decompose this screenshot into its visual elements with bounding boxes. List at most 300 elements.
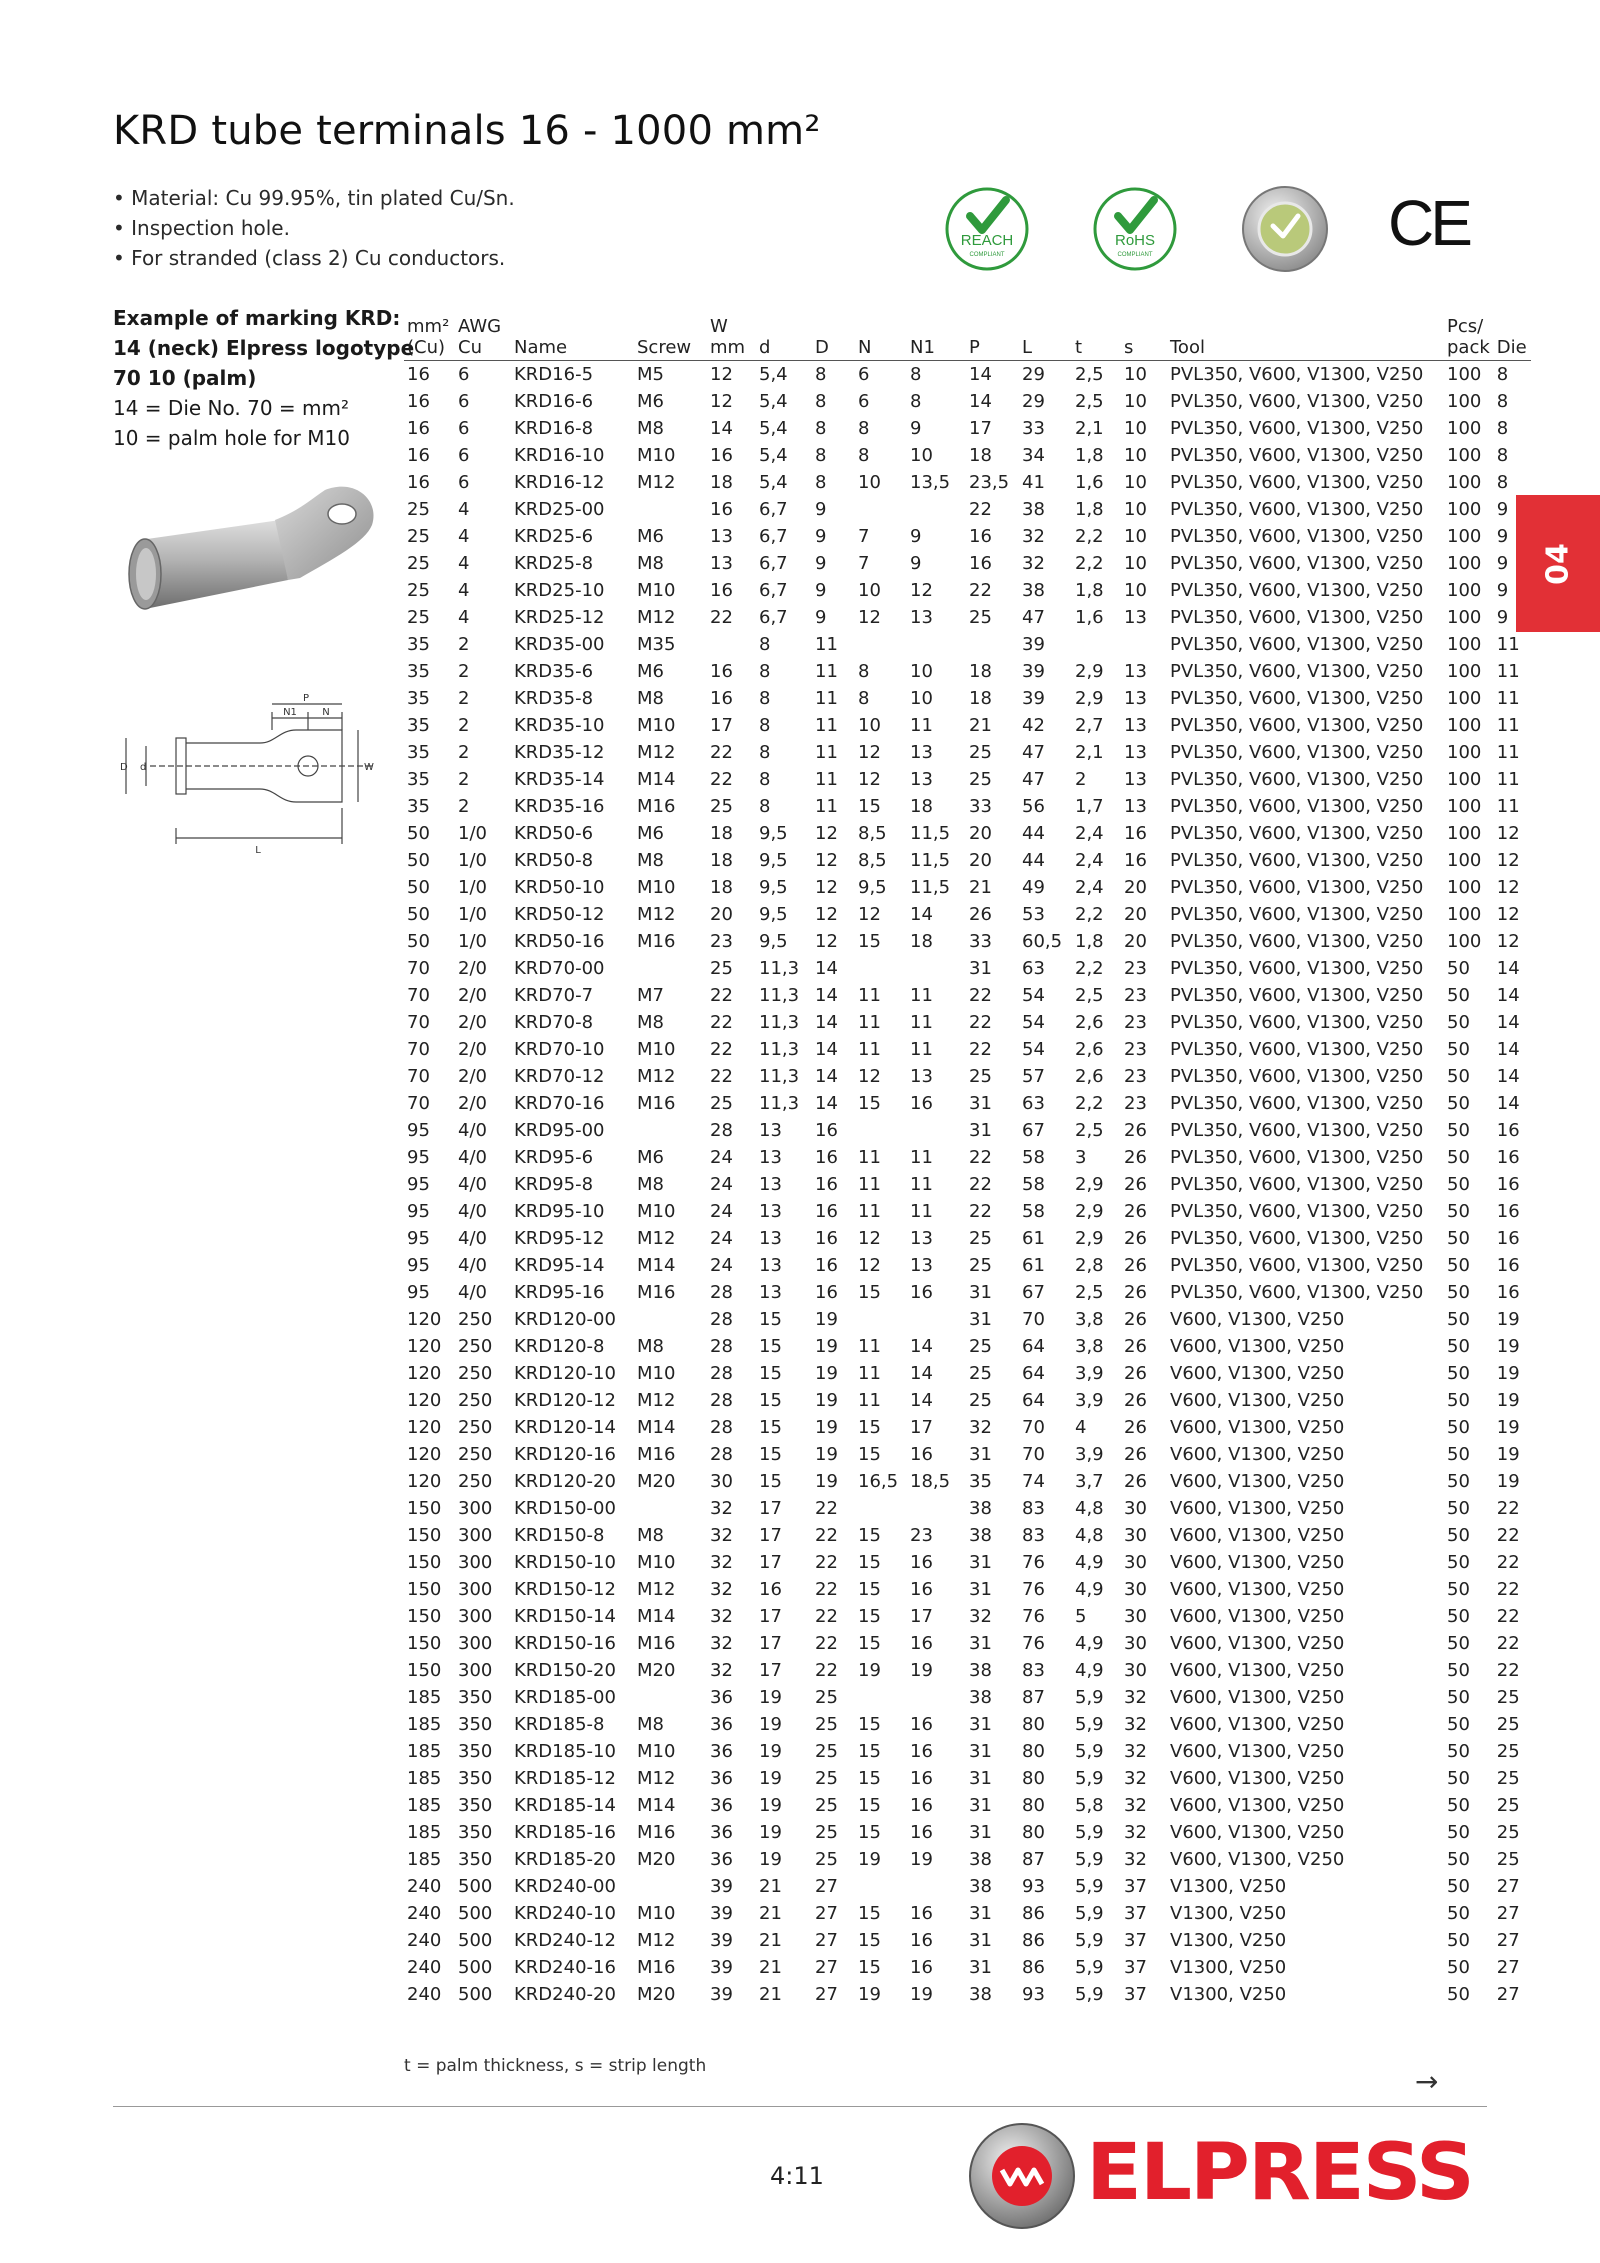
table-cell: 13 <box>710 526 733 547</box>
table-cell: 19 <box>1496 1444 1520 1465</box>
table-cell: 100 <box>1447 445 1482 466</box>
table-cell: 25 <box>1496 1795 1520 1816</box>
table-cell: 19 <box>815 1471 838 1492</box>
table-cell: 2,9 <box>1075 1228 1104 1249</box>
table-cell: 15 <box>759 1471 782 1492</box>
table-cell: 185 <box>407 1822 442 1843</box>
table-cell: 20 <box>969 823 992 844</box>
table-cell: M6 <box>637 661 664 682</box>
column-header <box>634 316 707 361</box>
table-cell: 20 <box>1124 931 1147 952</box>
table-cell <box>907 1873 966 1900</box>
table-cell: 10 <box>1124 445 1147 466</box>
table-cell: 16 <box>1496 1120 1520 1141</box>
table-cell: 11 <box>1496 661 1520 682</box>
table-cell: 15 <box>858 1093 881 1114</box>
table-cell: 1,8 <box>1075 931 1104 952</box>
table-cell: 87 <box>1022 1687 1045 1708</box>
table-row <box>404 1333 1531 1360</box>
table-cell: 12 <box>858 1228 881 1249</box>
table-cell: 95 <box>407 1228 430 1249</box>
table-cell: 2,9 <box>1075 1174 1104 1195</box>
table-cell: 150 <box>407 1606 442 1627</box>
table-cell: 34 <box>1022 445 1045 466</box>
table-cell: 300 <box>458 1552 493 1573</box>
table-cell: 35 <box>407 688 430 709</box>
table-cell: V600, V1300, V250 <box>1170 1768 1345 1789</box>
table-cell: 38 <box>969 1849 992 1870</box>
table-cell: 27 <box>1496 1984 1520 2005</box>
table-cell: 27 <box>1496 1930 1520 1951</box>
table-cell: 25 <box>407 553 430 574</box>
table-cell: PVL350, V600, V1300, V250 <box>1170 715 1424 736</box>
table-cell: M8 <box>637 1525 664 1546</box>
table-cell: V600, V1300, V250 <box>1170 1390 1345 1411</box>
table-row <box>404 982 1531 1009</box>
table-cell: KRD150-20 <box>514 1660 616 1681</box>
table-cell: 100 <box>1447 904 1482 925</box>
table-cell: 25 <box>407 499 430 520</box>
table-cell: 500 <box>458 1876 493 1897</box>
table-cell: 10 <box>1124 499 1147 520</box>
table-cell: 2,2 <box>1075 904 1104 925</box>
table-cell: 13 <box>759 1147 782 1168</box>
table-cell: KRD185-10 <box>514 1741 616 1762</box>
table-cell: 19 <box>1496 1390 1520 1411</box>
table-cell: M6 <box>637 391 664 412</box>
table-cell: 12 <box>858 1255 881 1276</box>
table-cell: 30 <box>1124 1633 1147 1654</box>
table-cell: 11 <box>815 634 838 655</box>
table-cell: 26 <box>969 904 992 925</box>
table-cell: 6 <box>458 364 470 385</box>
table-cell: 86 <box>1022 1903 1045 1924</box>
table-cell: 11 <box>858 1201 881 1222</box>
table-cell: 8 <box>759 688 771 709</box>
table-cell: 24 <box>710 1255 733 1276</box>
table-cell: KRD240-10 <box>514 1903 616 1924</box>
table-cell: M16 <box>637 931 676 952</box>
table-cell: 50 <box>1447 1714 1470 1735</box>
table-cell: 19 <box>759 1849 782 1870</box>
table-cell: 18 <box>710 472 733 493</box>
table-cell: KRD150-8 <box>514 1525 605 1546</box>
table-cell: 16 <box>407 472 430 493</box>
table-cell: M10 <box>637 1903 676 1924</box>
table-cell: 15 <box>858 1822 881 1843</box>
table-cell: V1300, V250 <box>1170 1984 1287 2005</box>
table-cell: PVL350, V600, V1300, V250 <box>1170 391 1424 412</box>
table-cell <box>707 631 756 658</box>
table-cell: 30 <box>1124 1552 1147 1573</box>
table-cell <box>855 1495 907 1522</box>
table-cell: 19 <box>815 1363 838 1384</box>
table-cell: 10 <box>858 715 881 736</box>
table-cell: KRD25-10 <box>514 580 605 601</box>
table-cell: 22 <box>969 580 992 601</box>
table-cell: V600, V1300, V250 <box>1170 1417 1345 1438</box>
table-cell: 25 <box>815 1822 838 1843</box>
table-cell: 42 <box>1022 715 1045 736</box>
table-cell: 26 <box>1124 1228 1147 1249</box>
table-cell: 16 <box>407 418 430 439</box>
table-cell: 26 <box>1124 1336 1147 1357</box>
table-cell: 5,4 <box>759 445 788 466</box>
table-cell: 31 <box>969 1957 992 1978</box>
table-cell: 19 <box>1496 1363 1520 1384</box>
table-cell: 80 <box>1022 1768 1045 1789</box>
table-cell: 22 <box>710 607 733 628</box>
table-cell: 120 <box>407 1336 442 1357</box>
table-cell: 13 <box>910 1228 933 1249</box>
table-cell: 25 <box>1496 1822 1520 1843</box>
table-cell: 21 <box>759 1984 782 2005</box>
table-cell: 120 <box>407 1363 442 1384</box>
table-cell: 50 <box>1447 1660 1470 1681</box>
table-cell: 50 <box>1447 1120 1470 1141</box>
table-cell: 16 <box>1496 1228 1520 1249</box>
table-cell: 11 <box>815 688 838 709</box>
table-cell: KRD25-00 <box>514 499 605 520</box>
table-cell: 300 <box>458 1498 493 1519</box>
table-cell: 12 <box>1496 823 1520 844</box>
table-cell: 8 <box>759 796 771 817</box>
table-cell: 36 <box>710 1822 733 1843</box>
table-cell: KRD50-10 <box>514 877 605 898</box>
table-cell: 14 <box>1496 1012 1520 1033</box>
table-cell: 19 <box>815 1336 838 1357</box>
table-cell: 22 <box>969 499 992 520</box>
table-cell: 350 <box>458 1714 493 1735</box>
table-cell: 47 <box>1022 742 1045 763</box>
table-cell: 22 <box>969 1174 992 1195</box>
table-cell: 33 <box>969 931 992 952</box>
table-cell: KRD35-00 <box>514 634 605 655</box>
table-cell: 15 <box>858 1957 881 1978</box>
table-cell: 8 <box>815 472 827 493</box>
table-cell: 11 <box>910 1147 933 1168</box>
table-cell: 6 <box>458 472 470 493</box>
table-cell: 27 <box>1496 1957 1520 1978</box>
table-cell: 27 <box>815 1930 838 1951</box>
table-cell: KRD35-14 <box>514 769 605 790</box>
table-cell: 32 <box>1124 1687 1147 1708</box>
table-cell: 22 <box>815 1552 838 1573</box>
table-cell: 185 <box>407 1714 442 1735</box>
table-cell: V600, V1300, V250 <box>1170 1444 1345 1465</box>
table-cell: 19 <box>815 1417 838 1438</box>
table-cell: 15 <box>858 1633 881 1654</box>
column-header-bottom: (Cu) <box>407 337 446 358</box>
table-cell: 14 <box>1496 1066 1520 1087</box>
table-cell: 16 <box>1496 1174 1520 1195</box>
table-cell: 100 <box>1447 391 1482 412</box>
table-row <box>404 415 1531 442</box>
table-cell: 50 <box>1447 1849 1470 1870</box>
table-row <box>404 1252 1531 1279</box>
table-cell: PVL350, V600, V1300, V250 <box>1170 607 1424 628</box>
column-header-bottom: mm <box>710 337 746 358</box>
table-row <box>404 1144 1531 1171</box>
table-cell: 3,9 <box>1075 1363 1104 1384</box>
table-row <box>404 766 1531 793</box>
table-cell: 25 <box>815 1849 838 1870</box>
table-cell: 21 <box>969 715 992 736</box>
table-cell: 80 <box>1022 1822 1045 1843</box>
table-cell: KRD50-12 <box>514 904 605 925</box>
table-cell: 2,5 <box>1075 985 1104 1006</box>
table-cell: KRD185-00 <box>514 1687 616 1708</box>
table-cell: 25 <box>710 958 733 979</box>
table-cell: 31 <box>969 1093 992 1114</box>
table-cell: 33 <box>1022 418 1045 439</box>
table-cell: 21 <box>759 1957 782 1978</box>
table-cell: 39 <box>710 1957 733 1978</box>
column-header <box>907 316 966 361</box>
table-cell: 50 <box>1447 1903 1470 1924</box>
dimension-drawing <box>110 688 390 860</box>
marking-line: 70 10 (palm) <box>113 366 257 390</box>
table-cell: 4/0 <box>458 1228 487 1249</box>
table-cell: 14 <box>1496 958 1520 979</box>
table-cell: 250 <box>458 1363 493 1384</box>
table-cell: 32 <box>1022 526 1045 547</box>
table-cell: 13 <box>1124 796 1147 817</box>
table-cell: 35 <box>407 769 430 790</box>
table-cell: 5,9 <box>1075 1822 1104 1843</box>
table-row <box>404 1576 1531 1603</box>
table-cell: KRD240-20 <box>514 1984 616 2005</box>
table-cell: 22 <box>1496 1579 1520 1600</box>
table-cell: 11 <box>858 1390 881 1411</box>
column-header-bottom: t <box>1075 337 1083 358</box>
table-cell: 16 <box>407 364 430 385</box>
table-cell: V1300, V250 <box>1170 1876 1287 1897</box>
table-cell: 2,2 <box>1075 958 1104 979</box>
table-row <box>404 550 1531 577</box>
table-row <box>404 577 1531 604</box>
table-cell: 25 <box>1496 1714 1520 1735</box>
feature-item: • Material: Cu 99.95%, tin plated Cu/Sn. <box>113 186 515 210</box>
table-cell: 300 <box>458 1525 493 1546</box>
table-cell: 19 <box>759 1714 782 1735</box>
table-cell: 27 <box>1496 1876 1520 1897</box>
table-cell: 19 <box>1496 1471 1520 1492</box>
table-cell <box>1072 631 1121 658</box>
table-cell: 9 <box>910 418 922 439</box>
table-cell: 11 <box>858 1039 881 1060</box>
table-cell: PVL350, V600, V1300, V250 <box>1170 472 1424 493</box>
column-header-bottom: P <box>969 337 980 358</box>
table-cell: 54 <box>1022 1012 1045 1033</box>
table-cell: 14 <box>815 958 838 979</box>
table-cell: 2,5 <box>1075 1282 1104 1303</box>
table-cell: 23 <box>1124 1093 1147 1114</box>
table-cell: 83 <box>1022 1660 1045 1681</box>
table-cell: 37 <box>1124 1876 1147 1897</box>
table-cell: V600, V1300, V250 <box>1170 1714 1345 1735</box>
table-cell: 39 <box>1022 661 1045 682</box>
table-cell: 4/0 <box>458 1147 487 1168</box>
table-cell: 32 <box>1022 553 1045 574</box>
column-header <box>1121 316 1167 361</box>
table-cell: 29 <box>1022 391 1045 412</box>
table-cell: 70 <box>407 985 430 1006</box>
table-cell: 11 <box>1496 769 1520 790</box>
table-cell: KRD95-10 <box>514 1201 605 1222</box>
table-row <box>404 1738 1531 1765</box>
table-cell: 16 <box>710 580 733 601</box>
table-cell: KRD150-16 <box>514 1633 616 1654</box>
table-cell: PVL350, V600, V1300, V250 <box>1170 418 1424 439</box>
table-cell: 2,9 <box>1075 688 1104 709</box>
table-cell: 5,4 <box>759 391 788 412</box>
table-cell: 12 <box>815 850 838 871</box>
table-cell: M20 <box>637 1660 676 1681</box>
table-cell: 26 <box>1124 1174 1147 1195</box>
table-cell: 11 <box>910 985 933 1006</box>
table-cell: 22 <box>815 1579 838 1600</box>
table-cell: 70 <box>407 958 430 979</box>
table-cell: 4,9 <box>1075 1660 1104 1681</box>
table-cell: M16 <box>637 796 676 817</box>
column-header-bottom: d <box>759 337 771 358</box>
table-cell: 1/0 <box>458 904 487 925</box>
table-cell: 13 <box>1124 661 1147 682</box>
table-cell: 50 <box>1447 1255 1470 1276</box>
table-cell: 6 <box>458 391 470 412</box>
table-cell: 50 <box>1447 1471 1470 1492</box>
table-cell: 6 <box>858 364 870 385</box>
table-cell: 15 <box>759 1336 782 1357</box>
system-certification-icon <box>1240 184 1330 274</box>
table-cell: 13 <box>759 1282 782 1303</box>
table-cell <box>634 1873 707 1900</box>
table-cell: 50 <box>1447 1012 1470 1033</box>
table-cell: 35 <box>407 634 430 655</box>
table-cell: 32 <box>1124 1822 1147 1843</box>
table-cell: 31 <box>969 958 992 979</box>
table-cell: 6,7 <box>759 526 788 547</box>
table-cell: M12 <box>637 1228 676 1249</box>
table-cell: 28 <box>710 1120 733 1141</box>
table-cell: 37 <box>1124 1930 1147 1951</box>
table-cell: 37 <box>1124 1903 1147 1924</box>
table-cell: 17 <box>759 1660 782 1681</box>
table-cell: 8 <box>759 715 771 736</box>
table-row <box>404 1603 1531 1630</box>
table-cell: M8 <box>637 1174 664 1195</box>
table-cell: 9,5 <box>759 823 788 844</box>
table-cell: 4 <box>458 580 470 601</box>
table-cell: 17 <box>910 1606 933 1627</box>
table-cell: 26 <box>1124 1417 1147 1438</box>
table-cell: 41 <box>1022 472 1045 493</box>
table-cell: 4/0 <box>458 1201 487 1222</box>
table-cell: KRD185-8 <box>514 1714 605 1735</box>
table-cell: 95 <box>407 1174 430 1195</box>
table-cell: 500 <box>458 1903 493 1924</box>
table-cell: 19 <box>858 1660 881 1681</box>
table-cell <box>855 955 907 982</box>
table-cell: 3,8 <box>1075 1309 1104 1330</box>
table-cell: 13 <box>910 742 933 763</box>
table-cell: 2 <box>458 634 470 655</box>
table-cell: 8 <box>759 742 771 763</box>
table-cell: 38 <box>969 1660 992 1681</box>
table-cell: 70 <box>407 1093 430 1114</box>
table-cell: 10 <box>910 661 933 682</box>
table-cell: 11,5 <box>910 823 951 844</box>
table-cell: 16 <box>910 1444 933 1465</box>
table-cell: 250 <box>458 1336 493 1357</box>
table-cell: PVL350, V600, V1300, V250 <box>1170 1228 1424 1249</box>
table-cell: 9 <box>1496 580 1509 601</box>
table-cell: M12 <box>637 904 676 925</box>
table-cell: 10 <box>1124 580 1147 601</box>
table-cell: 50 <box>407 850 430 871</box>
table-cell: 28 <box>710 1390 733 1411</box>
table-cell: 31 <box>969 1552 992 1573</box>
table-cell: 35 <box>407 796 430 817</box>
table-cell <box>855 1117 907 1144</box>
table-cell: 31 <box>969 1282 992 1303</box>
table-cell: 15 <box>858 1903 881 1924</box>
table-cell: 100 <box>1447 931 1482 952</box>
table-cell: 22 <box>969 1147 992 1168</box>
table-cell: M10 <box>637 715 676 736</box>
table-cell: 100 <box>1447 715 1482 736</box>
table-cell: PVL350, V600, V1300, V250 <box>1170 1174 1424 1195</box>
column-header <box>756 316 812 361</box>
table-cell: 23 <box>1124 1012 1147 1033</box>
table-cell: 18 <box>969 688 992 709</box>
table-cell: M10 <box>637 1201 676 1222</box>
table-cell: PVL350, V600, V1300, V250 <box>1170 553 1424 574</box>
table-cell: 9,5 <box>858 877 887 898</box>
table-cell: 9,5 <box>759 931 788 952</box>
table-cell: 50 <box>1447 1444 1470 1465</box>
table-cell: KRD120-00 <box>514 1309 616 1330</box>
table-cell: 28 <box>710 1282 733 1303</box>
table-cell: 39 <box>1022 634 1045 655</box>
table-cell: M20 <box>637 1849 676 1870</box>
table-cell: PVL350, V600, V1300, V250 <box>1170 1120 1424 1141</box>
table-cell: 6 <box>858 391 870 412</box>
table-cell: 12 <box>1496 904 1520 925</box>
table-cell: 50 <box>1447 1822 1470 1843</box>
table-cell: 25 <box>407 526 430 547</box>
table-cell <box>855 1873 907 1900</box>
table-cell: KRD70-16 <box>514 1093 605 1114</box>
table-row <box>404 658 1531 685</box>
table-cell: 240 <box>407 1930 442 1951</box>
table-cell: M12 <box>637 1579 676 1600</box>
dim-label-inner: d <box>140 762 147 773</box>
table-cell: KRD50-16 <box>514 931 605 952</box>
table-cell: 11,3 <box>759 1012 800 1033</box>
table-cell: V600, V1300, V250 <box>1170 1849 1345 1870</box>
table-cell: 50 <box>1447 1552 1470 1573</box>
table-cell: M5 <box>637 364 664 385</box>
table-cell: 11 <box>815 769 838 790</box>
table-cell: 300 <box>458 1606 493 1627</box>
column-header-bottom: pack <box>1447 337 1490 358</box>
table-row <box>404 1117 1531 1144</box>
table-cell: 16 <box>815 1201 838 1222</box>
table-cell: 27 <box>815 1984 838 2005</box>
table-cell: 80 <box>1022 1714 1045 1735</box>
